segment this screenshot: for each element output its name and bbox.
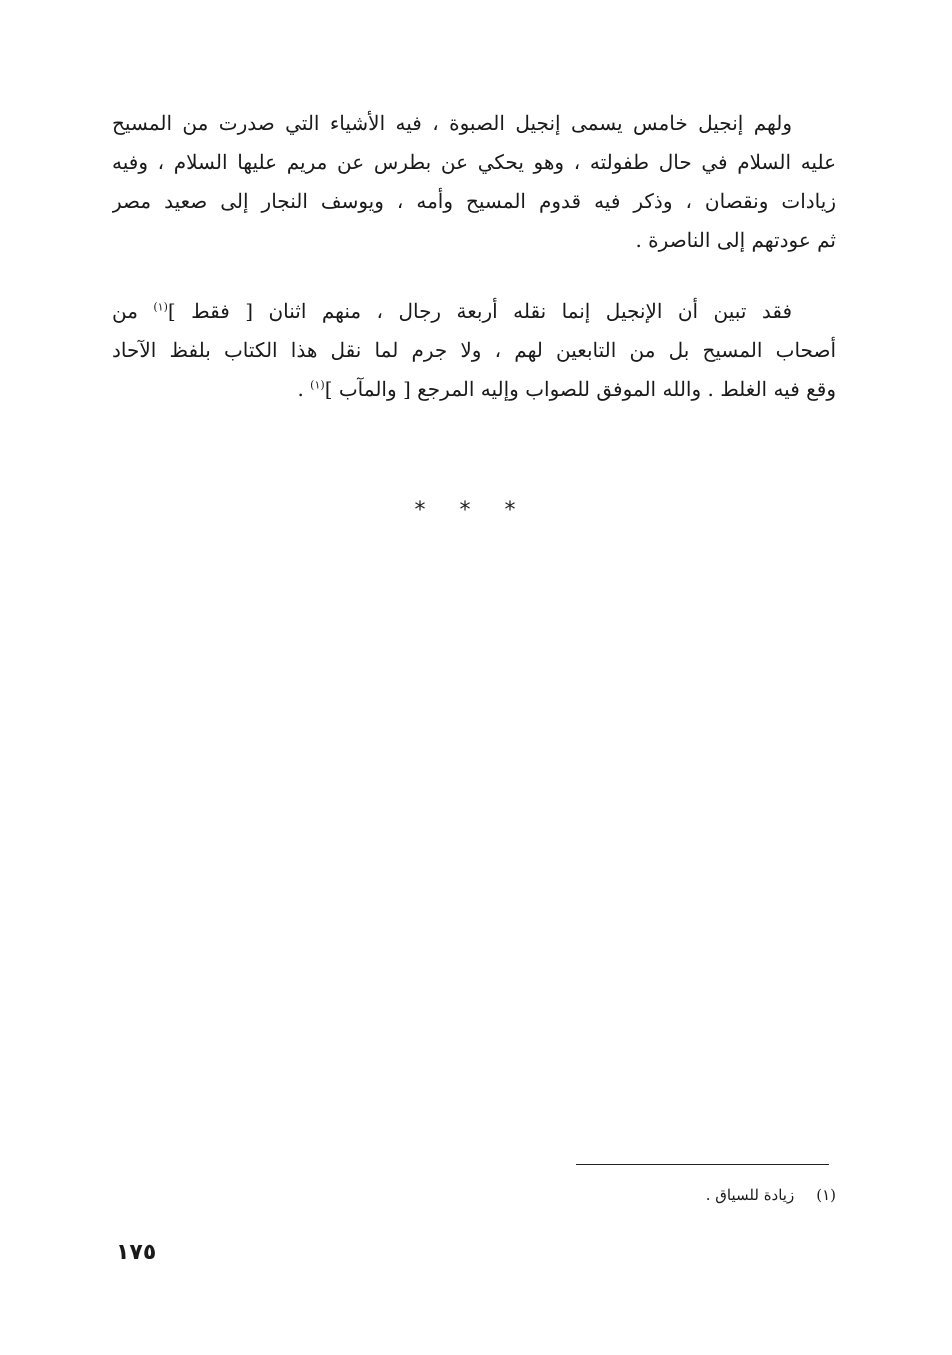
paragraph-line <box>112 292 836 331</box>
footnote-text: زيادة للسياق . <box>705 1186 795 1204</box>
paragraph-line <box>112 370 836 409</box>
line-text: . <box>297 377 311 401</box>
paragraph-line: أصحاب المسيح بل من التابعين لهم ، ولا جرم لما نقل هذا الكتاب بلفظ الآحاد <box>112 338 836 362</box>
asterisk-icon: * <box>504 498 538 523</box>
paragraph-2 <box>112 292 836 409</box>
paragraph-line: عليه السلام في حال طفولته ، وهو يحكي عن بطرس عن مريم عليها السلام ، وفيه <box>112 150 836 174</box>
footnote-ref: (١) <box>310 378 325 392</box>
line-text: من <box>112 299 154 323</box>
paragraph-1 <box>112 104 836 260</box>
asterisk-icon: * <box>459 498 493 523</box>
paragraph-line: زيادات ونقصان ، وذكر فيه قدوم المسيح وأمه ، ويوسف النجار إلى صعيد مصر <box>112 189 836 213</box>
paragraph-line: ولهم إنجيل خامس يسمى إنجيل الصبوة ، فيه الأشياء التي صدرت من المسيح <box>112 111 792 135</box>
footnote-divider <box>576 1164 829 1165</box>
footnote-number: (١) <box>816 1186 836 1204</box>
paragraph-line: ثم عودتهم إلى الناصرة . <box>635 228 836 252</box>
page-number: ١٧٥ <box>116 1240 157 1265</box>
footnote-ref: (١) <box>153 300 168 314</box>
asterisk-icon: * <box>414 498 448 523</box>
footnote <box>706 1182 836 1208</box>
line-text: فقد تبين أن الإنجيل إنما نقله أربعة رجال ، منهم اثنان [ فقط ] <box>167 299 792 323</box>
section-separator <box>0 498 952 523</box>
line-text: وقع فيه الغلط . والله الموفق للصواب وإليه المرجع [ والمآب ] <box>324 377 836 401</box>
